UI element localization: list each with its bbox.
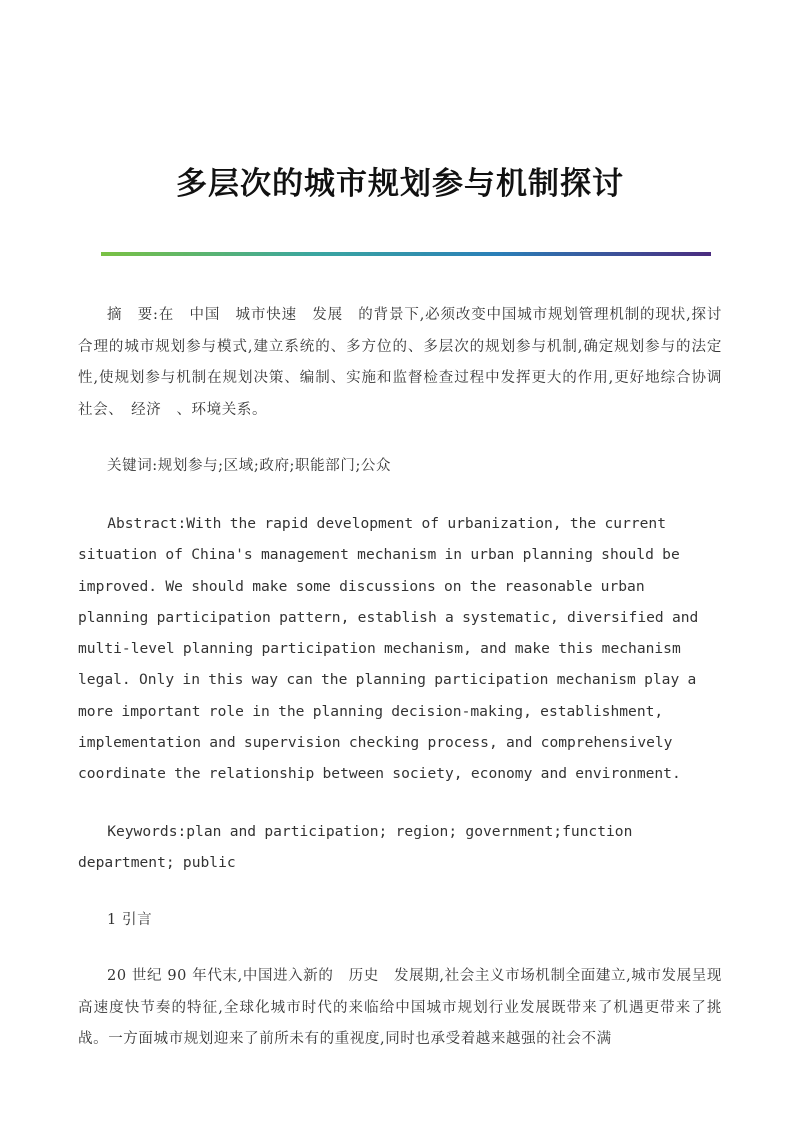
english-abstract: Abstract:With the rapid development of urbanization, the current situation of China's management mechanism in urban planning should be improved. We should make some discussions on the reasonable urban planning participation pattern, establish a systematic, diversified and multi-level planning participation mechanism, and make this mechanism legal. Only in this way can the planning participation mechanism play a more important role in the planning decision-making, establishment, implementation and supervision checking process, and comprehensively coordinate the relationship between society, economy and environment. — [78, 515, 699, 783]
chinese-abstract: 摘 要:在 中国 城市快速 发展 的背景下,必须改变中国城市规划管理机制的现状,探讨合理的城市规划参与模式,建立系统的、多方位的、多层次的规划参与机制,确定规划参与的法定性,使规划参与机制在规划决策、编制、实施和监督检查过程中发挥更大的作用,更好地综合协调社会、 经济 、环境关系。 — [78, 307, 722, 418]
paper-title: 多层次的城市规划参与机制探讨 — [176, 166, 624, 202]
title-divider — [101, 252, 711, 256]
chinese-keywords: 关键词:规划参与;区域;政府;职能部门;公众 — [107, 458, 392, 474]
introduction-paragraph: 20 世纪 90 年代末,中国进入新的 历史 发展期,社会主义市场机制全面建立,城市发展呈现高速度快节奏的特征,全球化城市时代的来临给中国城市规划行业发展既带来了机遇更带来了挑战。一方面城市规划迎来了前所未有的重视度,同时也承受着越来越强的社会不满 — [78, 968, 722, 1047]
section-heading-introduction: 1 引言 — [107, 912, 153, 928]
english-keywords: Keywords:plan and participation; region; government;function department; public — [78, 823, 633, 872]
